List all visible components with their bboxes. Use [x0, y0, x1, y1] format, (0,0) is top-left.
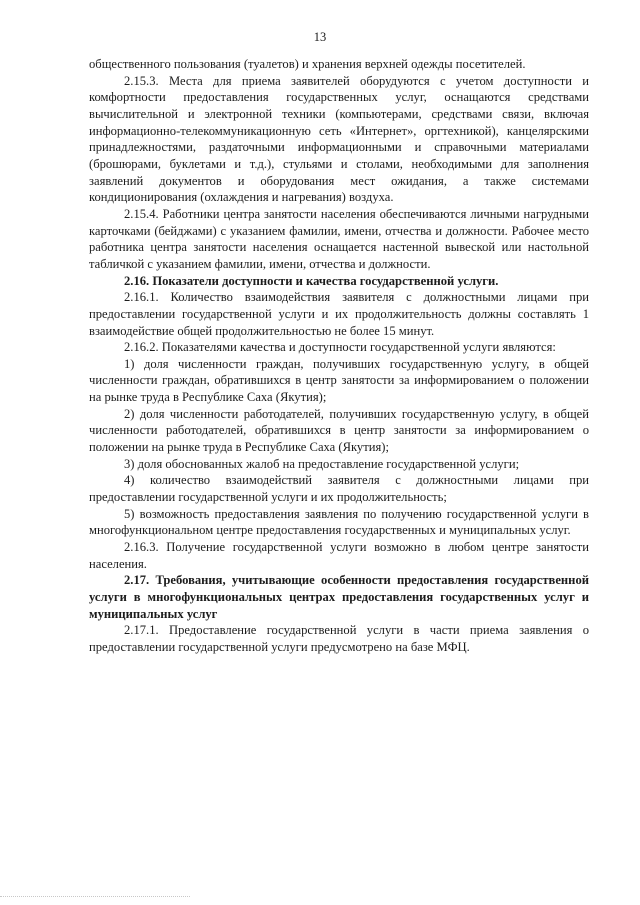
- list-item-3: 3) доля обоснованных жалоб на предоставление государственной услуги;: [124, 456, 520, 471]
- paragraph-2-15-4: 2.15.4. Работники центра занятости населения обеспечиваются личными нагрудными карточками (бейджами) с указанием фамилии, имени, отчества и должности. Рабочее место работника центра занятости населения оснащается настенной вывеской или настольной табличкой с указанием фамилии, имени, отчества и должности.: [89, 206, 589, 271]
- list-item-1: 1) доля численности граждан, получивших государственную услугу, в общей численности граждан, обратившихся в центр занятости за информированием о положении на рынке труда в Республике Саха (Якутия);: [89, 356, 589, 405]
- list-item-2: 2) доля численности работодателей, получивших государственную услугу, в общей численности работодателей, обратившихся в центр занятости за информированием о положении на рынке труда в Республике Саха (Якутия);: [89, 406, 589, 455]
- document-body: [89, 56, 589, 656]
- section-heading-2-17: 2.17. Требования, учитывающие особенности предоставления государственной услуги в многофункциональных центрах предоставления государственных услуг и муниципальных услуг: [89, 573, 589, 621]
- paragraph-2-17-1: 2.17.1. Предоставление государственной услуги в части приема заявления о предоставлении государственной услуги предусмотрено на базе МФЦ.: [89, 623, 589, 654]
- paragraph-2-15-3: 2.15.3. Места для приема заявителей оборудуются с учетом доступности и комфортности предоставления государственных услуг, оснащаются средствами вычислительной и электронной техники (компьютерами, средствами связи, включая информационно-телекоммуникационную сеть «Интернет», оргтехникой), канцелярскими принадлежностями, раздаточными информационными и справочными материалами (брошюрами, буклетами и т.д.), стульями и столами, необходимыми для заполнения заявлений документов и оборудования мест ожидания, а также системами кондиционирования (охлаждения и нагревания) воздуха.: [89, 73, 589, 205]
- section-heading-2-16: 2.16. Показатели доступности и качества государственной услуги.: [124, 273, 499, 288]
- paragraph-continuation: общественного пользования (туалетов) и хранения верхней одежды посетителей.: [89, 57, 526, 71]
- paragraph-2-16-1: 2.16.1. Количество взаимодействия заявителя с должностными лицами при предоставлении государственной услуги и их продолжительность должны составлять 1 взаимодействие общей продолжительностью не более 15 минут.: [89, 290, 589, 338]
- list-item-5: 5) возможность предоставления заявления по получению государственной услуги в многофункциональном центре предоставления государственных и муниципальных услуг.: [89, 506, 589, 538]
- page-number: 13: [313, 30, 327, 44]
- list-item-4: 4) количество взаимодействий заявителя с должностными лицами при предоставлении государственной услуги и их продолжительность;: [89, 473, 589, 505]
- scan-edge-mark: [0, 896, 190, 897]
- paragraph-2-16-3: 2.16.3. Получение государственной услуги возможно в любом центре занятости населения.: [89, 540, 589, 571]
- paragraph-2-16-2: 2.16.2. Показателями качества и доступности государственной услуги являются:: [124, 340, 556, 355]
